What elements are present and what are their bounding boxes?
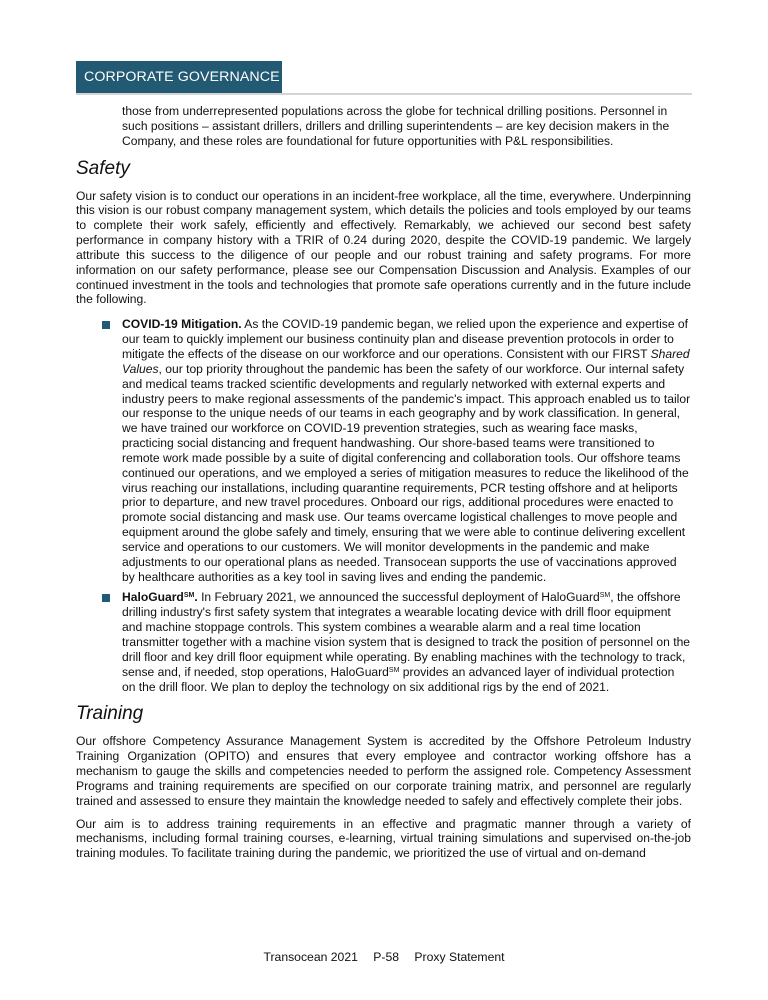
section-header-band (76, 61, 282, 93)
bullet-lead: COVID-19 Mitigation. (122, 317, 242, 332)
intro-continuation-text: those from underrepresented populations across the globe for technical drilling positions. Personnel in such positions – assistant drillers, drillers and drilling superintendents – are key decision makers in the Company, and these roles are foundational for future opportunities with P&L responsibilities. (122, 104, 670, 148)
training-paragraph: Our offshore Competency Assurance Management System is accredited by the Offshore Petroleum Industry Training Organization (OPITO) and ensures that every employee and contractor working offshore has a mechanism to gauge the skills and competencies needed to perform the assigned role. Competency Assessment Programs and training requirements are specified on our corporate training matrix, and personnel are regularly trained and assessed to ensure they maintain the knowledge needed to safely and effectively complete their jobs. (76, 734, 691, 808)
service-mark: SM (388, 666, 400, 674)
bullet-text: , the offshore drilling industry's first safety system that integrates a wearable locating device with drill floor equipment and machine stoppage controls. This system combines a wearable alarm and a real time location transmitter together with a machine vision system that is designed to track the position of personnel on the drill floor and key drill floor equipment while operating. By enabling machines with the technology to track, sense and, if needed, stop operations, HaloGuard (122, 590, 691, 679)
bullet-covid-mitigation (76, 317, 691, 584)
bullet-lead (122, 590, 198, 604)
service-mark: SM (183, 592, 195, 600)
safety-heading: Safety (76, 157, 130, 179)
service-mark: SM (599, 592, 611, 600)
square-bullet-icon (102, 594, 110, 602)
footer-company: Transocean 2021 (263, 950, 358, 964)
page-footer (0, 950, 768, 964)
bullet-text: In February 2021, we announced the successful deployment of HaloGuard (197, 590, 600, 605)
safety-bullet-list (76, 317, 691, 694)
section-label: CORPORATE GOVERNANCE (84, 69, 280, 85)
training-heading: Training (76, 703, 144, 725)
safety-paragraph: Our safety vision is to conduct our operations in an incident-free workplace, all the time, everywhere. Underpinning this vision is our robust company management system, which details the policies and tools employed by our teams to complete their work safely, efficiently and effectively. Remarkably, we achieved our second best safety performance in company history with a TRIR of 0.24 during 2020, despite the COVID-19 pandemic. We largely attribute this success to the diligence of our people and our robust training and safety programs. For more information on our safety performance, please see our Compensation Discussion and Analysis. Examples of our continued investment in the tools and technologies that promote safe operations currently and in the future include the following. (76, 188, 691, 307)
bullet-text: As the COVID-19 pandemic began, we relied upon the experience and expertise of our team to quickly implement our business continuity plan and disease prevention protocols in order to mitigate the effects of the disease on our workforce and our operations. Consistent with our FIRST (122, 317, 689, 361)
footer-page-number: P-58 (373, 950, 400, 964)
square-bullet-icon (102, 321, 110, 329)
bullet-text: provides an advanced layer of individual protection on the drill floor. We plan to deploy the technology on six additional rigs by the end of 2021. (122, 664, 675, 694)
header-divider (76, 93, 692, 95)
bullet-italic-text: Shared Values (122, 346, 690, 376)
footer-document-title: Proxy Statement (414, 950, 505, 964)
bullet-lead-period: . (194, 590, 198, 605)
bullet-haloguard (76, 590, 691, 694)
page-content (76, 104, 691, 869)
bullet-lead-text: HaloGuard (122, 590, 184, 605)
training-paragraph: Our aim is to address training requirements in an effective and pragmatic manner through a variety of mechanisms, including formal training courses, e-learning, virtual training simulations and supervised on-the-job training modules. To facilitate training during the pandemic, we prioritized the use of virtual and on-demand (76, 816, 691, 861)
bullet-text: , our top priority throughout the pandemic has been the safety of our workforce. Our internal safety and medical teams tracked scientific developments and regularly networked with external experts and industry peers to make regional assessments of the pandemic's impact. This approach enabled us to tailor our response to the unique needs of our teams in each geography and by work classification. In general, we have trained our workforce on COVID-19 prevention strategies, such as wearing face masks, practicing social distancing and frequent handwashing. Our shore-based teams were transitioned to remote work made possible by a suite of digital conferencing and collaboration tools. Our offshore teams continued our operations, and we employed a series of mitigation measures to reduce the likelihood of the virus reaching our installations, including quarantine requirements, PCR testing offshore and at heliports prior to departure, and new travel procedures. Onboard our rigs, additional procedures were enacted to promote social distancing and mask use. Our teams overcame logistical challenges to move people and equipment around the globe safely and timely, ensuring that we were able to continue delivering excellent service and operations to our customers. We will monitor developments in the pandemic and make adjustments to our operational plans as needed. Transocean supports the use of vaccinations approved by healthcare authorities as a key tool in saving lives and ending the pandemic. (122, 361, 691, 584)
